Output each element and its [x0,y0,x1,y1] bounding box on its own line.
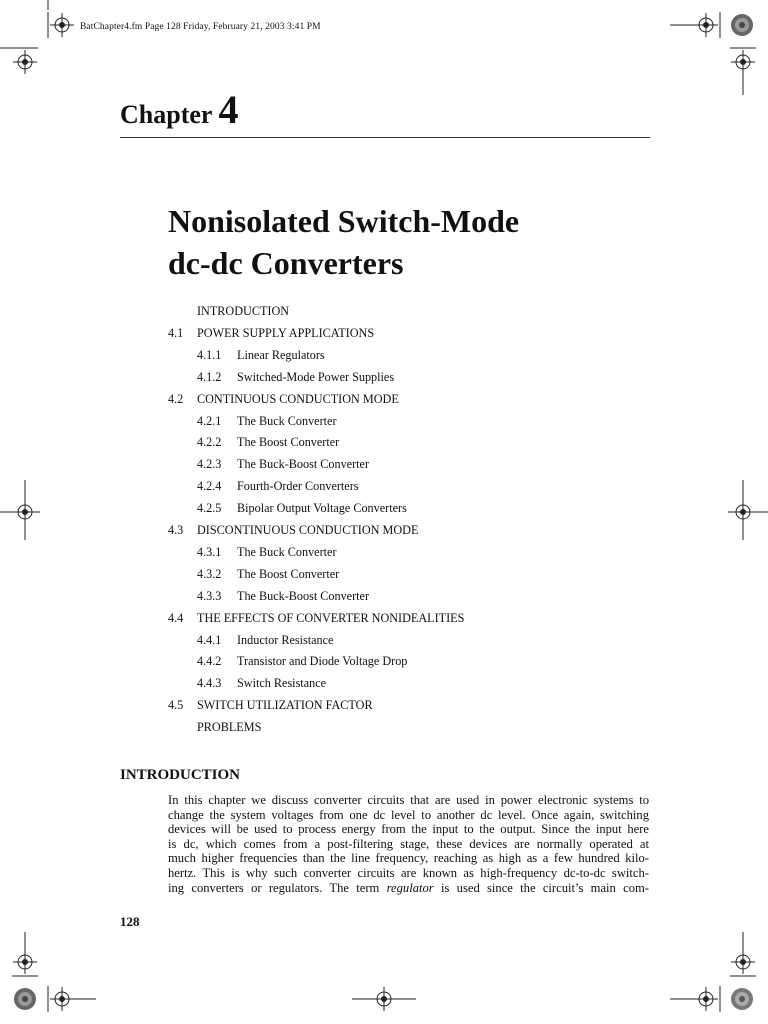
toc-entry-title: The Buck-Boost Converter [237,588,370,603]
toc-entry-title: The Buck-Boost Converter [237,457,370,472]
toc-entry [0,501,768,517]
registration-mark-icon [13,50,37,74]
toc-entry-title: The Buck Converter [237,544,337,559]
toc-entry-title: CONTINUOUS CONDUCTION MODE [197,391,399,406]
print-header-stamp: BatChapter4.fm Page 128 Friday, February 21, 2003 3:41 PM [80,22,321,32]
toc-entry-number: 4.3 [168,523,184,537]
toc-entry-number: 4.2 [168,391,184,406]
toc-entry-number: 4.5 [168,698,184,713]
toc-entry-title: Bipolar Output Voltage Converters [237,501,407,516]
toc-entry-title: Transistor and Diode Voltage Drop [237,654,408,669]
toc-entry-title: INTRODUCTION [197,304,290,318]
paragraph-line: much higher frequencies than the line frequency, reaching as high as a few hundred kilo- [168,851,649,866]
toc-entry [0,720,768,736]
chapter-title-line-1: Nonisolated Switch-Mode [168,203,520,239]
paragraph-line: change the system voltages from one dc level to another dc level. Once again, switching [168,807,649,822]
toc-entry [0,654,768,670]
chapter-title [168,200,519,284]
toc-entry [0,326,768,342]
registration-mark-icon [352,987,416,1011]
paragraph-italic-term: regulator [386,880,434,895]
paragraph-line [168,881,649,896]
intro-paragraph [168,793,649,895]
toc-entry-number: 4.4.3 [197,676,222,691]
paragraph-text: ing converters or regulators. The term [168,880,387,895]
paragraph-text: is used since the circuit’s main com- [433,880,649,895]
toc-entry-number: 4.2.3 [197,457,222,472]
registration-mark-icon [731,50,755,74]
toc-entry [0,457,768,473]
toc-entry [0,676,768,692]
toc-entry-title: The Buck Converter [237,413,337,428]
toc-entry-number: 4.4.2 [197,654,222,669]
toc-entry [0,545,768,561]
toc-entry-number: 4.1 [168,325,184,340]
chapter-divider [120,137,650,138]
page-number: 128 [120,914,140,929]
section-heading: INTRODUCTION [120,767,241,783]
toc-entry [0,414,768,430]
toc-entry-title: SWITCH UTILIZATION FACTOR [197,698,373,713]
toc-entry-title: DISCONTINUOUS CONDUCTION MODE [197,523,419,537]
toc-entry-number: 4.1.2 [197,369,222,384]
toc-entry [0,435,768,451]
paragraph-line: is dc, which comes from a post-filtering stage, these devices are normally operated at [168,836,649,851]
toc-entry [0,348,768,364]
toc-entry-title: Fourth-Order Converters [237,479,359,494]
toc-entry-number: 4.2.2 [197,435,222,450]
toc-entry-number: 4.3.3 [197,588,222,603]
toc-entry-title: THE EFFECTS OF CONVERTER NONIDEALITIES [197,610,465,625]
toc-entry-number: 4.2.1 [197,413,222,428]
toc-entry [0,523,768,539]
paragraph-line: In this chapter we discuss converter circuits that are used in power electronic systems to [168,793,649,807]
registration-mark-icon [694,987,718,1011]
toc-entry-title: The Boost Converter [237,435,340,450]
color-target-icon [731,14,753,36]
toc-entry-title: POWER SUPPLY APPLICATIONS [197,325,375,340]
chapter-label [120,86,238,133]
color-target-icon [731,988,753,1010]
toc-entry-number: 4.3.2 [197,566,222,581]
toc-entry-title: Inductor Resistance [237,632,334,647]
toc-entry-title: Linear Regulators [237,347,325,362]
toc-entry [0,611,768,627]
toc-entry-number: 4.2.4 [197,479,222,494]
toc-entry-number: 4.3.1 [197,544,222,559]
chapter-number: 4 [218,87,239,132]
paragraph-line: devices will be used to process energy from the input to the output. Since the input here [168,822,649,837]
toc-entry [0,304,768,320]
chapter-title-line-2: dc-dc Converters [168,245,404,281]
toc-entry [0,370,768,386]
registration-mark-icon [50,13,74,37]
registration-mark-icon [731,932,755,974]
toc-entry-number: 4.1.1 [197,347,222,362]
toc-entry [0,567,768,583]
toc-entry-number: 4.4 [168,610,184,625]
toc-entry-number: 4.2.5 [197,501,222,516]
registration-mark-icon [50,987,74,1011]
paragraph-line: hertz. This is why such converter circuits are known as high-frequency dc-to-dc switch- [168,865,649,880]
toc-entry [0,698,768,714]
toc-entry-title: PROBLEMS [197,720,262,735]
toc-entry [0,479,768,495]
toc-entry [0,392,768,408]
toc-entry [0,633,768,649]
registration-mark-icon [694,13,718,37]
registration-mark-icon [13,932,37,974]
toc-entry-title: The Boost Converter [237,566,340,581]
toc-entry [0,589,768,605]
color-target-icon [14,988,36,1010]
toc-entry-number: 4.4.1 [197,632,222,647]
chapter-word: Chapter [120,100,213,129]
toc-entry-title: Switch Resistance [237,676,327,691]
toc-entry-title: Switched-Mode Power Supplies [237,369,395,384]
